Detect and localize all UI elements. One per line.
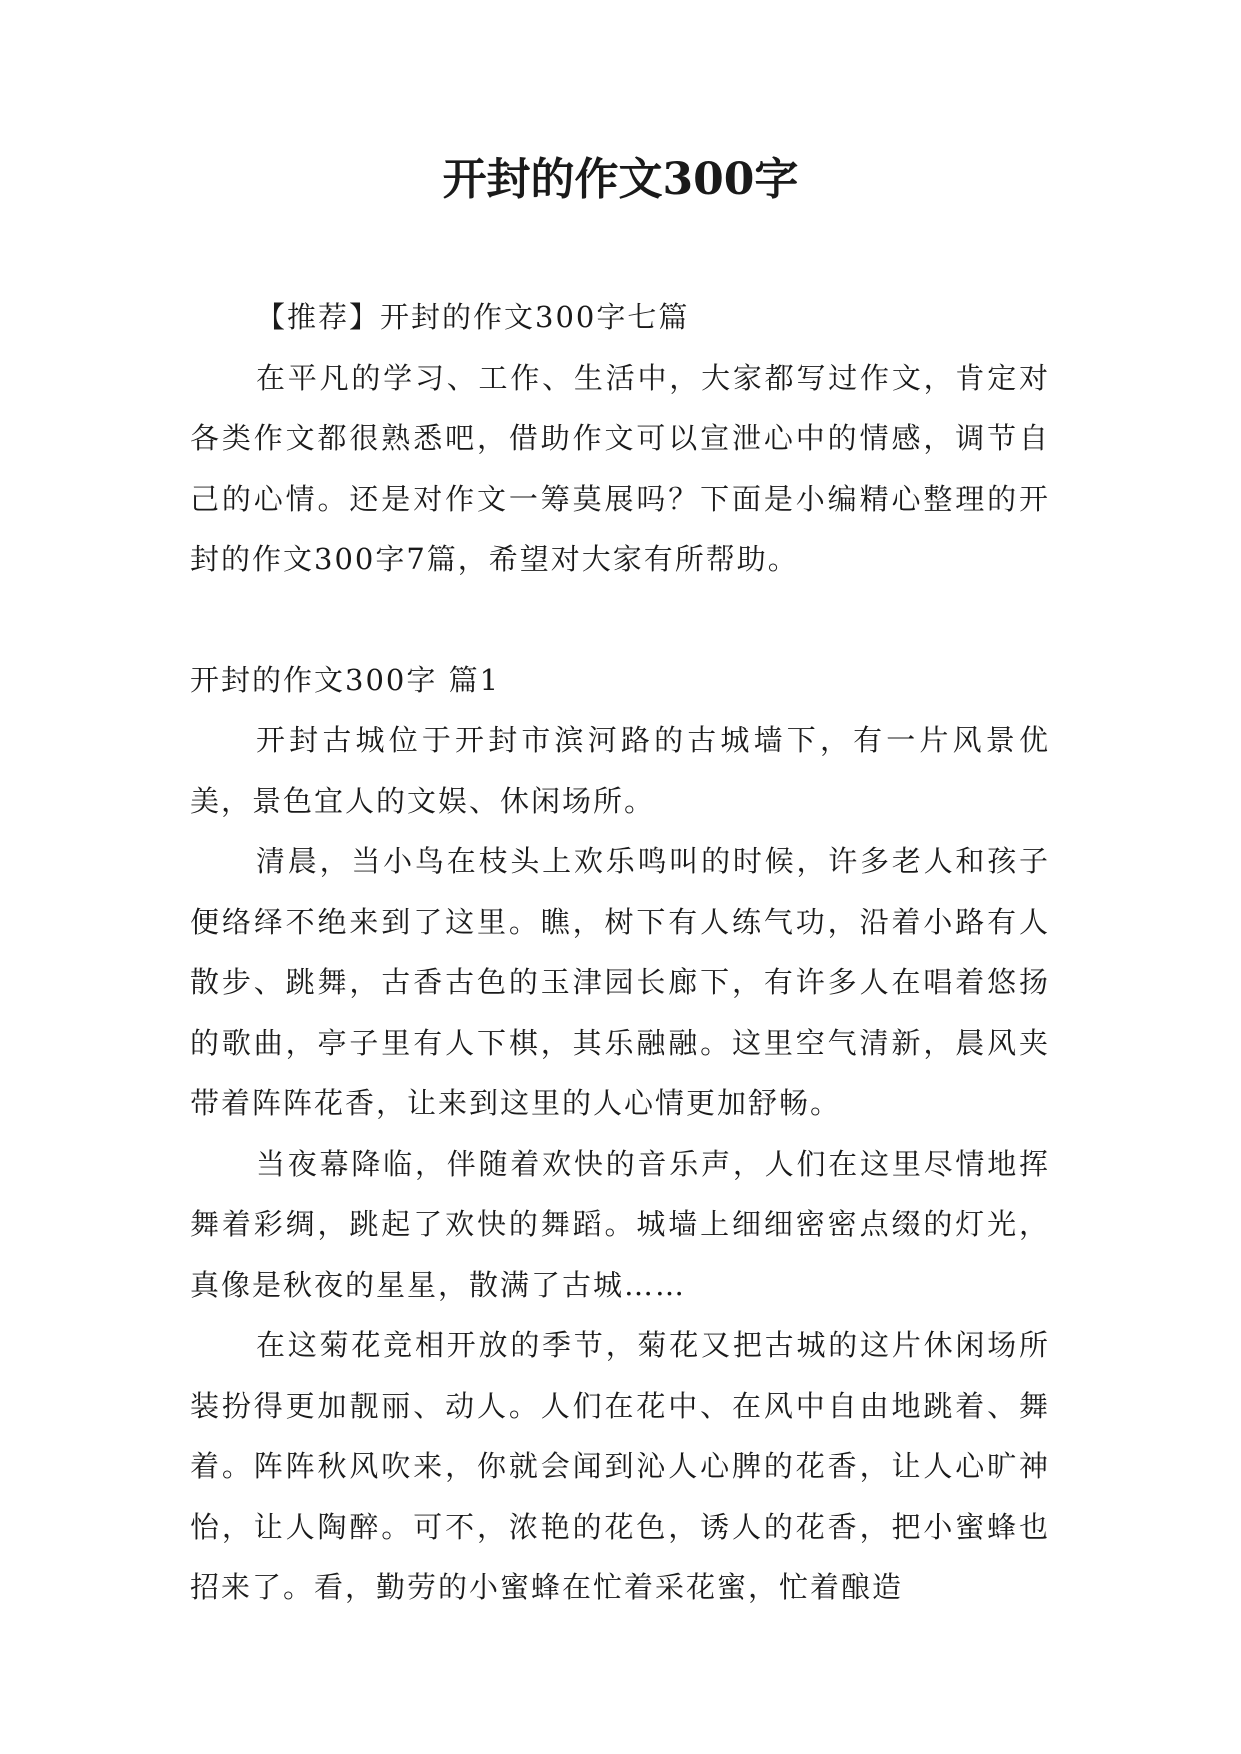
body-paragraph: 清晨，当小鸟在枝头上欢乐鸣叫的时候，许多老人和孩子便络绎不绝来到了这里。瞧，树下有人练气功，沿着小路有人散步、跳舞，古香古色的玉津园长廊下，有许多人在唱着悠扬的歌曲，亭子里有人下棋，其乐融融。这里空气清新，晨风夹带着阵阵花香，让来到这里的人心情更加舒畅。 [190,844,1050,1120]
intro-heading: 【推荐】开封的作文300字七篇 [256,300,690,334]
body-paragraph: 开封古城位于开封市滨河路的古城墙下，有一片风景优美，景色宜人的文娱、休闲场所。 [190,723,1050,818]
body-paragraph: 在这菊花竞相开放的季节，菊花又把古城的这片休闲场所装扮得更加靓丽、动人。人们在花中、在风中自由地跳着、舞着。阵阵秋风吹来，你就会闻到沁人心脾的花香，让人心旷神怡，让人陶醉。可不，浓艳的花色，诱人的花香，把小蜜蜂也招来了。看，勤劳的小蜜蜂在忙着采花蜜，忙着酿造 [190,1328,1050,1604]
intro-paragraph: 在平凡的学习、工作、生活中，大家都写过作文，肯定对各类作文都很熟悉吧，借助作文可以宣泄心中的情感，调节自己的心情。还是对作文一筹莫展吗？下面是小编精心整理的开封的作文300字7篇，希望对大家有所帮助。 [190,360,1050,576]
section-spacer [190,590,1050,650]
section-heading: 开封的作文300字 篇1 [190,662,501,697]
document-body [190,287,1050,1618]
body-paragraph: 当夜幕降临，伴随着欢快的音乐声，人们在这里尽情地挥舞着彩绸，跳起了欢快的舞蹈。城墙上细细密密点缀的灯光，真像是秋夜的星星，散满了古城…… [190,1146,1050,1302]
document-title: 开封的作文300字 [442,154,799,205]
